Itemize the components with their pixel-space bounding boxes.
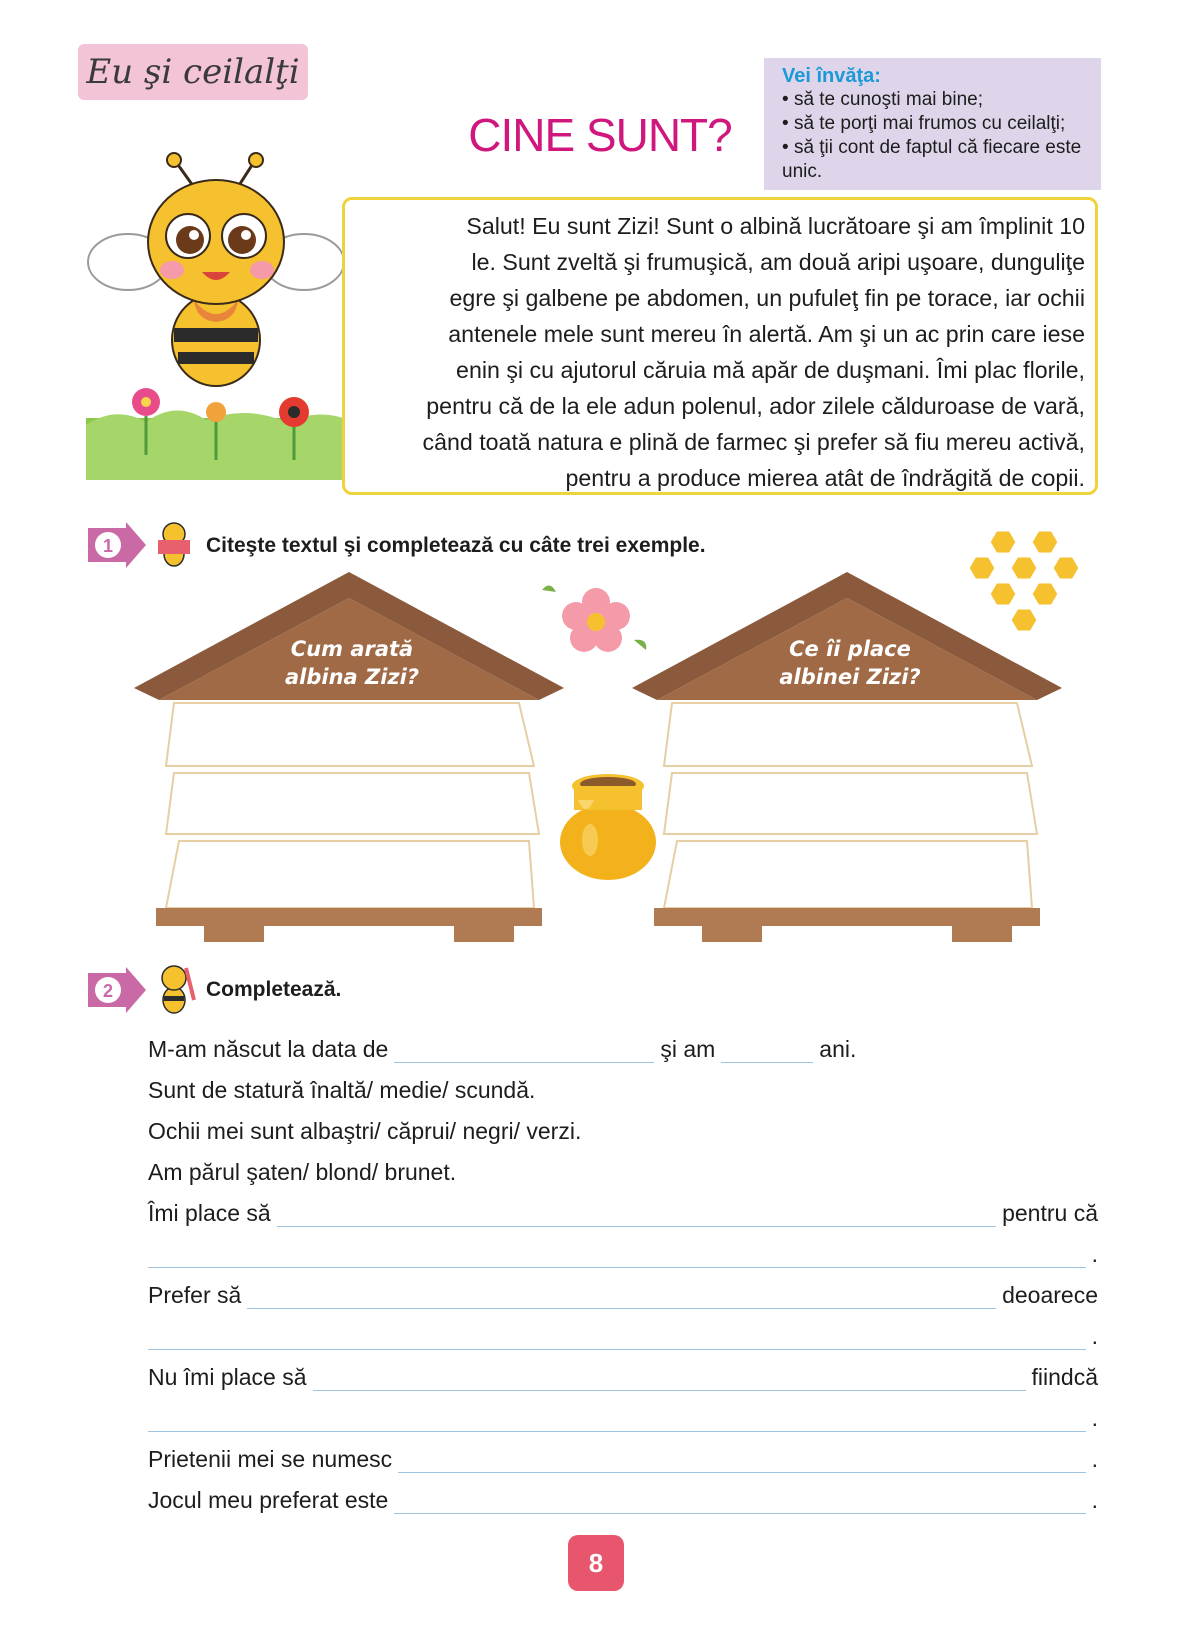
form-row-hair — [148, 1145, 1098, 1186]
reading-bee-icon — [150, 520, 198, 570]
hive-left — [134, 570, 564, 942]
exercise-1-instruction: Citeşte textul şi completează cu câte trei exemple. — [206, 534, 706, 557]
hive-left-label: Cum arată — [290, 637, 414, 661]
form-row-friends — [148, 1432, 1098, 1473]
hair-options[interactable]: Am părul şaten/ blond/ brunet. — [148, 1159, 457, 1185]
story-text-box — [342, 197, 1098, 495]
dislike-reason-blank[interactable] — [148, 1404, 1086, 1432]
like-reason-blank[interactable] — [148, 1240, 1086, 1268]
game-blank[interactable] — [394, 1486, 1085, 1514]
exercise-number: 1 — [102, 536, 114, 556]
prefer-prefix: Prefer să — [148, 1282, 242, 1308]
story-line: le. Sunt zveltă şi frumuşică, am două aripi uşoare, dunguliţe — [471, 249, 1085, 275]
learning-goals-title: Vei învăţa: — [782, 65, 881, 87]
age-blank[interactable] — [721, 1035, 813, 1063]
page-title: CINE SUNT? — [468, 109, 732, 161]
dislike-prefix: Nu îmi place să — [148, 1364, 307, 1390]
learning-goal-item: • să ţii cont de faptul că fiecare este unic. — [782, 136, 1091, 184]
like-prefix: Îmi place să — [148, 1200, 271, 1226]
game-prefix: Jocul meu preferat este — [148, 1487, 389, 1513]
honey-pot-icon — [556, 770, 660, 882]
friends-blank[interactable] — [398, 1445, 1085, 1473]
dislike-blank[interactable] — [313, 1363, 1026, 1391]
form-row-prefer — [148, 1268, 1098, 1309]
story-line: pentru a produce mierea atât de îndrăgită de copii. — [565, 465, 1085, 491]
exercise-number-badge — [88, 522, 146, 568]
eyes-options[interactable]: Ochii mei sunt albaştri/ căprui/ negri/ verzi. — [148, 1118, 582, 1144]
like-blank[interactable] — [277, 1199, 996, 1227]
like-suffix: pentru că — [1002, 1200, 1098, 1226]
learning-goal-item: • să te porţi mai frumos cu ceilalţi; — [782, 112, 1091, 136]
story-line: când toată natura e plină de farmec şi prefer să fiu mereu activă, — [422, 429, 1085, 455]
form-row-dislike — [148, 1350, 1098, 1391]
exercise-2-instruction: Completează. — [206, 978, 342, 1001]
honeycomb-icon — [966, 526, 1084, 634]
form-row-game — [148, 1473, 1098, 1514]
bee-character — [86, 150, 348, 480]
flower-icon — [536, 580, 656, 660]
hive-left-label: albina Zizi? — [284, 665, 420, 689]
sentence-end-dot: . — [1091, 1323, 1098, 1349]
form-row-eyes — [148, 1104, 1098, 1145]
hive-right-label: albinei Zizi? — [779, 665, 921, 689]
hive-right-label: Ce îi place — [789, 637, 911, 661]
form-row-prefer-continued — [148, 1309, 1098, 1350]
completion-form — [148, 1022, 1098, 1514]
height-options[interactable]: Sunt de statură înaltă/ medie/ scundă. — [148, 1077, 536, 1103]
form-row-birth — [148, 1022, 1098, 1063]
birth-prefix: M-am născut la data de — [148, 1036, 389, 1062]
birth-mid: şi am — [660, 1036, 716, 1062]
birth-date-blank[interactable] — [394, 1035, 654, 1063]
story-line: enin şi cu ajutorul căruia mă apăr de duşmani. Îmi plac florile, — [456, 357, 1085, 383]
learning-goals-box — [764, 58, 1101, 190]
story-line: pentru că de la ele adun polenul, ador zilele călduroase de vară, — [426, 393, 1085, 419]
learning-goal-item: • să te cunoşti mai bine; — [782, 88, 1091, 112]
dislike-suffix: fiindcă — [1031, 1364, 1098, 1390]
prefer-blank[interactable] — [247, 1281, 996, 1309]
writing-bee-icon — [150, 962, 198, 1016]
page-number: 8 — [568, 1535, 624, 1591]
exercise-number: 2 — [102, 981, 114, 1001]
chapter-tag: Eu şi ceilalţi — [78, 44, 308, 100]
story-line: antenele mele sunt mereu în alertă. Am şi un ac prin care iese — [448, 321, 1085, 347]
story-line: egre şi galbene pe abdomen, un pufuleţ fin pe torace, iar ochii — [449, 285, 1085, 311]
form-row-height — [148, 1063, 1098, 1104]
sentence-end-dot: . — [1091, 1405, 1098, 1431]
exercise-number-badge — [88, 967, 146, 1013]
story-line: Salut! Eu sunt Zizi! Sunt o albină lucrătoare şi am împlinit 10 — [466, 213, 1085, 239]
sentence-end-dot: . — [1091, 1241, 1098, 1267]
sentence-end-dot: . — [1091, 1446, 1098, 1472]
form-row-dislike-continued — [148, 1391, 1098, 1432]
form-row-like-continued — [148, 1227, 1098, 1268]
form-row-like — [148, 1186, 1098, 1227]
prefer-reason-blank[interactable] — [148, 1322, 1086, 1350]
sentence-end-dot: . — [1091, 1487, 1098, 1513]
birth-suffix: ani. — [819, 1036, 857, 1062]
friends-prefix: Prietenii mei se numesc — [148, 1446, 393, 1472]
prefer-suffix: deoarece — [1002, 1282, 1098, 1308]
